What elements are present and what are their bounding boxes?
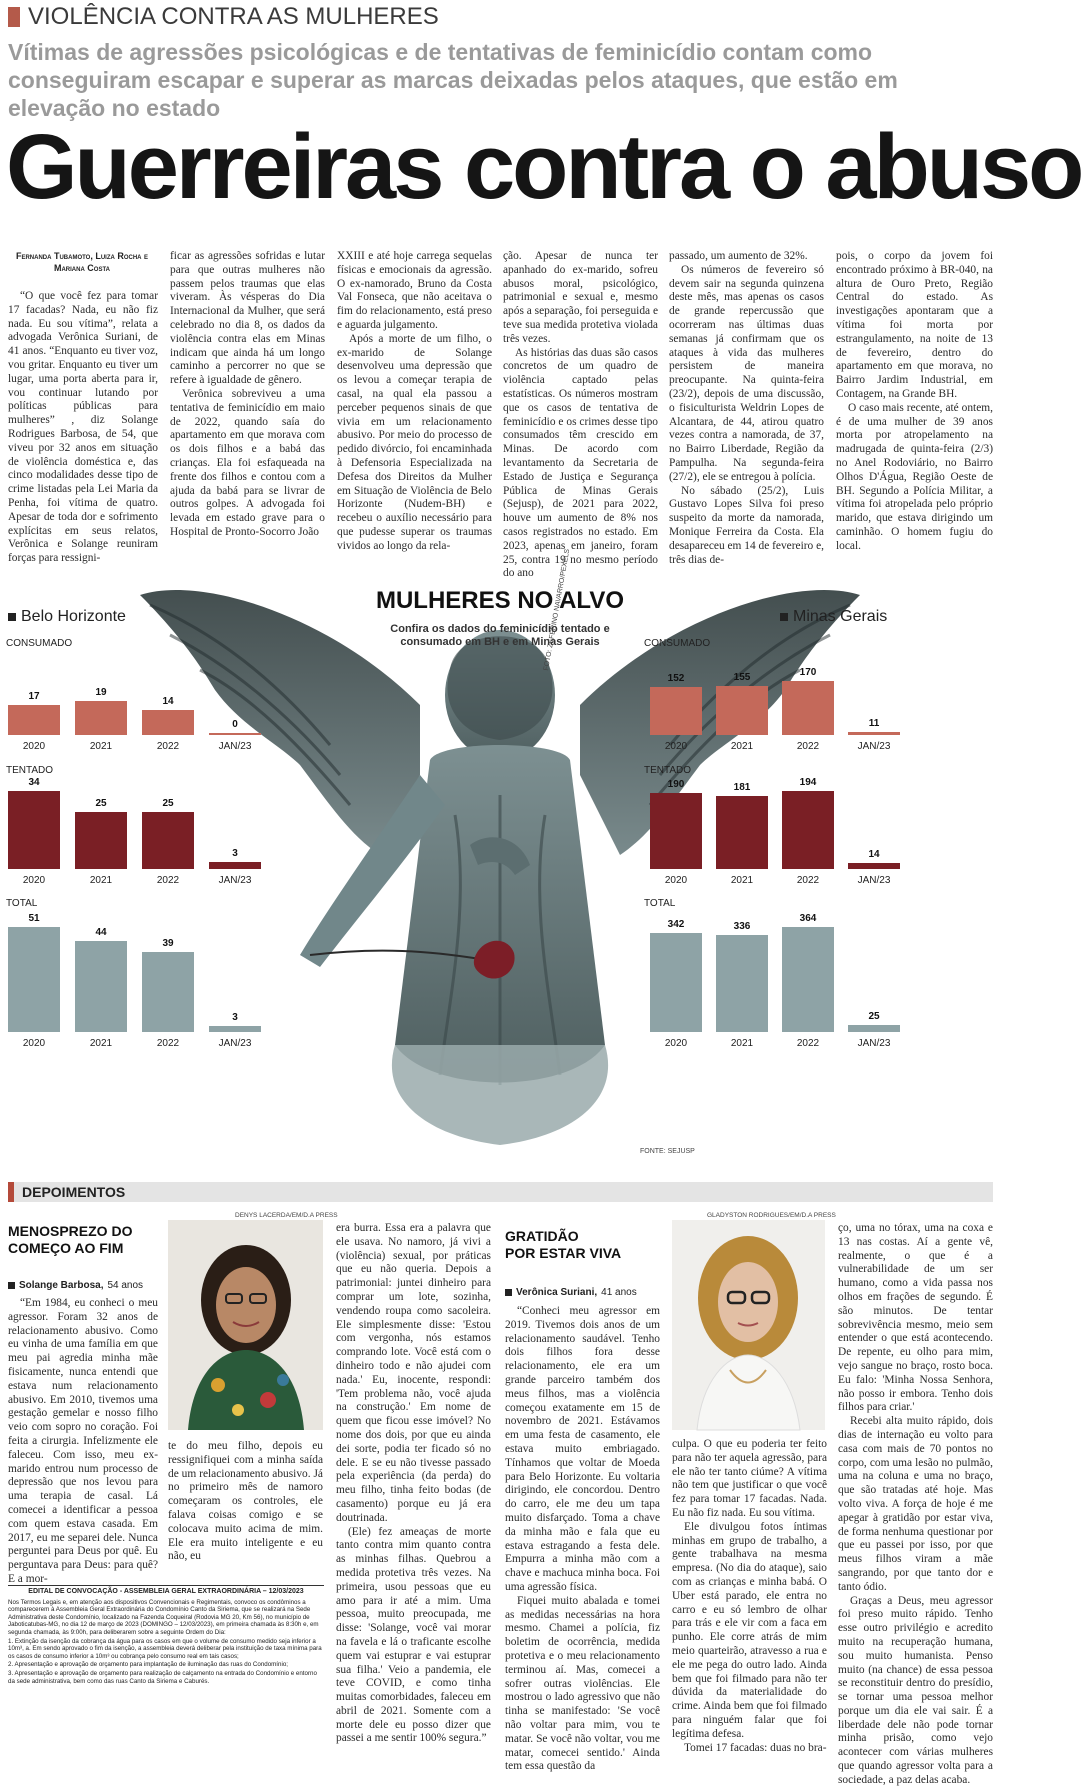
dep-right-col-1 — [505, 1305, 660, 1773]
article-paragraph: pois, o corpo da jovem foi encontrado próximo à BR-040, na altura de Ouro Preto, Região Central do estado. As investigações apontaram que a vítima foi morta por estrangulamento, na noite de 13 de fevereiro, dentro do apartamento em que morava, no Bairro Jardim Industrial, em Contagem, na Grande BH. — [836, 250, 993, 400]
kicker — [8, 4, 439, 30]
dep-paragraph: ço, uma no tórax, uma na coxa e 13 nas costas. Aí a gente vê, realmente, o que é a vulnerabilidade de um ser humano, como a vida passa nos olhos em frações de segundo. É são minutos. De tentar sobrevivência mesmo, meio sem entender o que está acontecendo. De repente, eu olho para mim, vejo sangue no braço, rosto boca. Eu falo: 'Minha Nossa Senhora, não posso ir embora. Tenho dois filhos para criar.' — [838, 1222, 993, 1414]
region-marker — [780, 613, 788, 621]
panel-label: TOTAL — [644, 898, 676, 909]
x-tick: 2022 — [156, 741, 180, 752]
article-paragraph: ficar as agressões sofridas e lutar para que outras mulheres não passem pelos traumas que elas viveram. Às vésperas do Dia Internacional da Mulher, que será celebrado no dia 8, os dados da violência contra elas em Minas indicam que ainda há um longo caminho a percorrer no que se refere à igualdade de gênero. — [170, 250, 325, 387]
bylines: Fernanda Tubamoto, Luiza Rocha e Mariana Costa — [15, 251, 149, 273]
bar-tentado — [782, 791, 834, 869]
article-col-2 — [170, 250, 325, 538]
bar-total — [716, 935, 768, 1032]
x-tick: 2020 — [664, 875, 688, 886]
panel-label: TENTADO — [644, 765, 692, 776]
x-tick: 2020 — [22, 741, 46, 752]
depoimentos-header: DEPOIMENTOS — [8, 1182, 993, 1202]
bar-value: 34 — [28, 777, 40, 788]
photo-credit-angel: FOTO: ZEFERINO NAVARRO/PEXELS — [543, 548, 572, 672]
bar-tentado — [650, 793, 702, 869]
dep-left-col-1 — [8, 1297, 158, 1585]
bar-consumado — [142, 710, 194, 735]
bar-tentado — [142, 812, 194, 869]
bar-value: 14 — [162, 696, 174, 708]
dep-left-photo-credit: DENYS LACERDA/EM/D.A PRESS — [235, 1212, 338, 1219]
article-col-3 — [337, 250, 492, 552]
article-paragraph: Os números de fevereiro só devem sair na segunda quinzena deste mês, mas apenas os casos de grande repercussão que ocorreram nas últimas duas semanas já confirmam que os ataques à vida das mulheres persistem de maneira preocupante. Na quinta-feira (23/2), depois de uma discussão, o fisiculturista Weldrin Lopes de Alcantara, de 44, atirou quatro vezes contra a namorada, de 37, no Bairro Liberdade, Região da Pampulha. Na segunda-feira (27/2), ele se entregou à polícia. — [669, 263, 824, 483]
dep-left-col-3 — [336, 1222, 491, 1745]
x-tick: 2021 — [730, 875, 754, 886]
bar-value: 194 — [799, 777, 817, 788]
dep-paragraph: “Em 1984, eu conheci o meu agressor. Foram 32 anos de relacionamento abusivo. Como eu vinha de uma família em que meu pai agredia minha mãe fisicamente, nunca entendi que estava num relacionamento abusivo. Em 2010, tivemos uma gestação gemelar e nosso filho veio com sopro no coração. Foi feita a cirurgia. Infelizmente ele faleceu. Com isso, meu ex-marido entrou num processo de depressão que nos levou para uma terapia de casal. Lá comecei a identificar a pessoa com quem estava casada. Em 2017, eu me separei dele. Nunca perguntei para Deus por quê. Eu perguntava para Deus: para quê? E a mor- — [8, 1297, 158, 1585]
panel-label: TOTAL — [6, 898, 38, 909]
bar-consumado — [716, 686, 768, 735]
dep-right-name-text: Verônica Suriani, — [516, 1287, 598, 1298]
bar-total — [8, 927, 60, 1032]
bar-value: 25 — [868, 1010, 880, 1022]
x-tick: 2022 — [156, 875, 180, 886]
bar-total — [650, 933, 702, 1032]
bar-total — [142, 952, 194, 1032]
dep-right-title — [505, 1228, 621, 1262]
kicker-text: VIOLÊNCIA CONTRA AS MULHERES — [28, 3, 439, 30]
article-paragraph: XXIII e até hoje carrega sequelas físicas e emocionais da agressão. O ex-namorado, Bruno da Costa Val Fonseca, que não aceitava o fim do relacionamento, está preso e aguarda julgamento. — [337, 250, 492, 331]
x-tick: 2022 — [796, 875, 820, 886]
x-tick: 2021 — [89, 741, 113, 752]
edital-item: 2. Apresentação e aprovação de orçamento para implantação de iluminação das ruas do Condomínio; — [8, 1661, 288, 1669]
dep-right-col-3 — [838, 1222, 993, 1786]
dep-paragraph: era burra. Essa era a palavra que ele usava. No namoro, já vivi a (violência) sexual, por práticas que eu não queria. Depois a patrimonial: juntei dinheiro para comprar um lote, sozinha, vendendo roupa como sacoleira. Ele simplesmente disse: 'Estou com vergonha, nós estamos comprando lote. Você está com o dinheiro todo e não ajudei com nada.' Eu, inocente, respondi: 'Tem problema não, você ajuda na construção.' Em nome de quem que ficou esse imóvel? No nome dos dois, por que eu ainda dei sorte, podia ter ficado só no dele. E se eu não tivesse passado pela experiência (da perda) do meu filho, tinha feito bodas (de casamento) porque eu já era doutrinada. — [336, 1222, 491, 1524]
panel-label: CONSUMADO — [6, 638, 73, 649]
chart-title: MULHERES NO ALVO — [375, 587, 624, 614]
article-col-1 — [8, 290, 158, 565]
dep-left-title-2: COMEÇO AO FIM — [8, 1240, 124, 1256]
bar-total — [75, 941, 127, 1032]
article-paragraph: “O que você fez para tomar 17 facadas? Nada, eu não fiz nada. Eu sou vítima”, relata a advogada Verônica Suriani, de 41 anos. “Enquanto eu tiver voz, vou gritar. Enquanto eu tiver um lugar, uma porta aberta para ir, vou continuar lutando por políticas públicas para mulheres” , diz Solange Rodrigues Barbosa, de 54, que viveu por 32 anos em situação de violência doméstica e, das cinco modalidades desse tipo de crime listadas pela Lei Maria da Penha, foi vítima de quatro. Apesar de toda dor e sofrimento explícitas em seus relatos, Verônica e Solange reuniram forças para ressigni- — [8, 290, 158, 565]
chart-subtitle — [0, 623, 1000, 649]
bar-value: 364 — [799, 913, 817, 924]
solange-photo — [168, 1220, 323, 1430]
x-tick: 2020 — [22, 1038, 46, 1049]
dep-paragraph: (Ele) fez ameaças de morte tanto contra mim quanto contra as minhas filhas. Quebrou a medida protetiva três vezes. Na primeira, usou pessoas que eu amo para ir até a mim. Uma pessoa, muito preocupada, me disse: 'Solange, você vai morar na favela e lá o traficante escolhe quem vai estuprar e vai estuprar sua filha.' Veio a pandemia, ele teve COVID, e como tinha muitas comorbidades, faleceu em abril de 2021. Somente com a morte dele eu posso dizer que passei a me sentir 100% segura.” — [336, 1525, 491, 1745]
article-paragraph: passado, um aumento de 32%. — [669, 250, 808, 262]
panel-label: TENTADO — [6, 765, 54, 776]
x-tick: JAN/23 — [218, 1038, 252, 1049]
name-marker — [505, 1289, 512, 1296]
bar-value: 342 — [667, 919, 685, 931]
region-title — [8, 608, 126, 626]
article-paragraph: No sábado (25/2), Luis Gustavo Lopes Silva foi preso suspeito da morte da namorada, Monique Ferreira da Costa. Ela desapareceu em 14 de fevereiro e, três dias de- — [669, 484, 824, 566]
bar-tentado — [8, 791, 60, 869]
bar-value: 336 — [733, 921, 751, 933]
x-tick: 2021 — [89, 1038, 113, 1049]
region-marker — [8, 613, 16, 621]
dep-left-age: 54 anos — [107, 1280, 144, 1291]
bar-value: 170 — [799, 667, 817, 679]
bar-total — [848, 1025, 900, 1032]
bar-consumado — [848, 732, 900, 735]
bar-value: 152 — [667, 673, 685, 684]
dep-paragraph: Fiquei muito abalada e tomei as medidas necessárias na hora mesmo. Chamei a polícia, fiz boletim de ocorrência, medida protetiva e o meu relacionamento terminou aí. Mas, comecei a sofrer outras violências. Ele mostrou o lado agressivo que não tinha se manifestado: 'Se você não voltar para mim, vou te matar. Se você não voltar, vou me matar, comecei sentido.' Ainda tem essa questão da — [505, 1594, 660, 1773]
dep-left-col-2 — [168, 1440, 323, 1580]
veronica-portrait — [672, 1220, 825, 1430]
x-tick: JAN/23 — [218, 875, 252, 886]
dep-left-name — [8, 1280, 143, 1291]
article-paragraph: Após a morte de um filho, o ex-marido de Solange desenvolveu uma depressão que os levou a começar terapia de casal, na qual ela passou a perceber pequenos sinais de que vivia em um relacionamento abusivo. Por meio do processo de pedido divórcio, foi encaminhada à Defensoria Especializada na Defesa dos Direitos da Mulher em Situação de Violência de Belo Horizonte (Nudem-BH) e recebeu o auxílio necessário para que pudesse superar os traumas vividos ao longo da rela- — [337, 332, 492, 552]
x-tick: 2021 — [730, 741, 754, 752]
panel-label: CONSUMADO — [644, 638, 711, 649]
chart-area — [0, 548, 1000, 1165]
x-tick: 2021 — [730, 1038, 754, 1049]
bar-value: 51 — [28, 913, 40, 924]
bar-tentado — [209, 862, 261, 869]
edital-title: EDITAL DE CONVOCAÇÃO - ASSEMBLEIA GERAL EXTRAORDINÁRIA – 12/03/2023 — [28, 1588, 304, 1595]
bar-consumado — [782, 681, 834, 735]
dep-right-title-2: POR ESTAR VIVA — [505, 1245, 622, 1261]
article-col-6 — [836, 250, 993, 552]
edital-body: Nos Termos Legais e, em atenção aos dispositivos Convencionais e Regimentais, convoco os condôminos a comparecerem à Assembleia Geral Extraordinária do Condomínio Canto da Siriema, que se realizará na Sede Administrativa deste Condomínio, localizado na Fazenda Coqueiral (Rodovia MG 20, Km 56), no município de Jaboticatubas-MG, no dia 12 de março de 2023 (DOMINGO – 12/03/2023), em primeira chamada às 8:30h e, em segunda chamada, às 9:00h, para deliberarem sobre a seguinte Ordem do Dia: — [8, 1598, 319, 1636]
x-tick: JAN/23 — [857, 875, 891, 886]
bar-consumado — [8, 705, 60, 735]
bar-tentado — [75, 812, 127, 869]
dep-paragraph: Graças a Deus, meu agressor foi preso muito rápido. Tenho esse outro privilégio e acredito muito na recuperação humana, sou muito humanista. Penso muito (na chance) de essa pessoa se reconstituir dentro do presídio, se tornar uma pessoa melhor porque um dia ele vai sair. É a liberdade dele não pode tornar minha prisão, como vejo acontecer com várias mulheres que quando agressor volta para a sociedade, a paz delas acaba. — [838, 1594, 993, 1786]
article-paragraph: As histórias das duas são casos concretos de um quadro de violência captado pelas estatísticas. Os números mostram que os casos de tentativa de feminicídio e os crimes desse tipo consumados têm crescido em Minas. De acordo com levantamento da Secretaria de Estado de Justiça e Segurança Pública de Minas Gerais (Sejusp), de 2021 para 2022, houve um aumento de 8% nos casos registrados no estado. Em 2023, apenas em janeiro, foram 25, contra 19 no mesmo período do ano — [503, 346, 658, 580]
chart-source: FONTE: SEJUSP — [640, 1148, 695, 1155]
bar-consumado — [209, 733, 261, 735]
bar-value: 39 — [162, 937, 174, 949]
dep-right-name — [505, 1287, 637, 1298]
region-title — [780, 608, 887, 626]
bar-consumado — [650, 687, 702, 735]
bar-value: 25 — [162, 797, 174, 809]
dep-paragraph: Recebi alta muito rápido, dois dias de internação eu volto para casa com mais de 70 pontos no corpo, com uma lesão no pulmão, uma na coluna e uma no braço, que são tratadas até hoje. Mas volto viva. A força de hoje é me apegar à gratidão por estar viva, de forma nenhuma questionar por que eu passei por isso, por que meus filhos viram a mãe sangrando, por que tanto dor e tanto ódio. — [838, 1415, 993, 1593]
region-name: Minas Gerais — [793, 608, 888, 625]
dep-paragraph: “Conheci meu agressor em 2019. Tivemos dois anos de um relacionamento saudável. Tenho dois filhos fora desse relacionamento, ele era um grande parceiro também dos meus filhos, mas a violência começou exatamente em 15 de novembro de 2021. Estávamos em uma festa de casamento, ele estava muito embriagado. Tínhamos que voltar de Moeda para Belo Horizonte. Eu voltaria dirigindo, ele concordou. Dentro do carro, ele me deu um tapa muito disfarçado. Toma a chave da minha mão e fala que eu estava estragando a festa dele. Empurra a minha mão com a chave e machuca minha boca. Foi uma agressão física. — [505, 1305, 660, 1593]
bar-value: 11 — [868, 717, 880, 729]
bar-value: 19 — [95, 687, 107, 699]
solange-portrait — [168, 1220, 323, 1430]
x-tick: 2020 — [664, 1038, 688, 1049]
dep-left-name-text: Solange Barbosa, — [19, 1280, 104, 1291]
bar-value: 155 — [733, 672, 751, 684]
veronica-photo — [672, 1220, 825, 1430]
x-tick: JAN/23 — [218, 741, 252, 752]
edital-item: 1. Extinção da isenção da cobrança da água para os casos em que o volume de consumo medido seja inferior a 10m³, a. Em sendo aprovado o fim da isenção, a assembleia deverá deliberar pela instituição de taxa mínima para os casos de consumo inferior a 10m³ ou cobrança pelo consumo real em tais casos; — [8, 1637, 322, 1660]
article-paragraph: O caso mais recente, até ontem, é de uma mulher de 39 anos morta por atropelamento na madrugada de quinta-feira (2/3) no Anel Rodoviário, no Bairro Olhos D'Água, Região Oeste de BH. Segundo a Polícia Militar, a vítima foi atropelada pelo próprio marido, que estava dirigindo um caminhão. O homem fugiu do local. — [836, 401, 993, 552]
kicker-marker — [8, 7, 20, 27]
bar-value: 44 — [95, 927, 107, 939]
bar-value: 14 — [868, 849, 880, 861]
dep-paragraph: Tomei 17 facadas: duas no bra- — [684, 1741, 827, 1754]
dep-right-title-1: GRATIDÃO — [505, 1228, 579, 1244]
x-tick: 2020 — [664, 741, 688, 752]
x-tick: JAN/23 — [857, 741, 891, 752]
dep-paragraph: culpa. O que eu poderia ter feito para não ter aquela agressão, para ele não ter tanto ciúme? A vítima não tem que justificar o que você fez para tomar 17 facadas. Nada. Eu não fiz nada. Eu sou vítima. — [672, 1438, 827, 1519]
bar-tentado — [716, 796, 768, 869]
article-paragraph: ção. Apesar de nunca ter apanhado do ex-marido, sofreu abusos moral, psicológico, patrimonial e sexual e, mesmo após a separação, foi perseguida e teve sua medida protetiva violada três vezes. — [503, 250, 658, 345]
name-marker — [8, 1282, 15, 1289]
bar-value: 181 — [733, 782, 751, 794]
bar-value: 17 — [28, 691, 40, 702]
dep-right-photo-credit: GLADYSTON RODRIGUES/EM/D.A PRESS — [707, 1212, 836, 1219]
chart-subtitle-text: Confira os dados do feminicídio tentado e consumado em BH e em Minas Gerais — [390, 623, 610, 648]
bar-value: 0 — [232, 719, 238, 730]
article-paragraph: Verônica sobreviveu a uma tentativa de feminicídio em maio de 2022, quando saía do apartamento em que morava com os dois filhos e a babá das crianças. Ela foi esfaqueada na frente dos filhos e contou com a ajuda da babá para se livrar de outros golpes. A advogada foi levada em estado grave para o Hospital de Pronto-Socorro João — [170, 387, 325, 538]
x-tick: 2022 — [796, 1038, 820, 1049]
x-tick: 2021 — [89, 875, 113, 886]
bar-tentado — [848, 863, 900, 869]
x-tick: JAN/23 — [857, 1038, 891, 1049]
dep-left-title-1: MENOSPREZO DO — [8, 1223, 133, 1239]
deck: Vítimas de agressões psicológicas e de tentativas de feminicídio contam como conseguiram escapar e superar as marcas deixadas pelos ataques, que estão em elevação no estado — [8, 39, 898, 121]
dep-paragraph: Ele divulgou fotos íntimas minhas em grupo de trabalho, a gente trabalhava na mesma empresa. (No dia do ataque), saio com as crianças e minha babá. O Uber está parado, ele entra no carro e eu só lembro de olhar para trás e ele vir com a faca em punho. Ele corre atrás de mim meio quarteirão, atravesso a rua e ele me pega do outro lado. Ainda bem que foi filmado para não ter dúvida da materialidade do crime. Ainda bem que foi filmado para ninguém falar que foi legítima defesa. — [672, 1520, 827, 1740]
bar-total — [209, 1026, 261, 1032]
bar-value: 3 — [232, 848, 238, 860]
dep-right-col-2 — [672, 1438, 827, 1754]
angel-statue-image — [0, 575, 1000, 1165]
dep-right-age: 41 anos — [601, 1287, 637, 1298]
article-col-4 — [503, 250, 658, 580]
edital-item: 3. Apresentação e aprovação de orçamento para realização de calçamento na entrada do Condomínio e entorno da sede administrativa, bem como das ruas Canto da Siriema e Caburés. — [8, 1669, 317, 1685]
dep-paragraph: te do meu filho, depois eu ressignifiquei com a minha saída de um relacionamento abusivo. Já no primeiro mês de namoro começaram os controles, ele falava coisas comigo e se colocava muito acima de mim. Ele era muito inteligente e eu não, eu — [168, 1440, 323, 1563]
bar-consumado — [75, 701, 127, 735]
headline: Guerreiras contra o abuso — [6, 116, 1081, 218]
bar-value: 3 — [232, 1011, 238, 1023]
x-tick: 2022 — [796, 741, 820, 752]
bar-value: 25 — [95, 797, 107, 809]
bar-total — [782, 927, 834, 1032]
x-tick: 2020 — [22, 875, 46, 886]
region-name: Belo Horizonte — [21, 608, 126, 625]
article-col-5 — [669, 250, 824, 566]
edital-notice — [8, 1585, 324, 1730]
bar-value: 190 — [667, 778, 685, 790]
dep-left-title — [8, 1223, 132, 1257]
x-tick: 2022 — [156, 1038, 180, 1049]
